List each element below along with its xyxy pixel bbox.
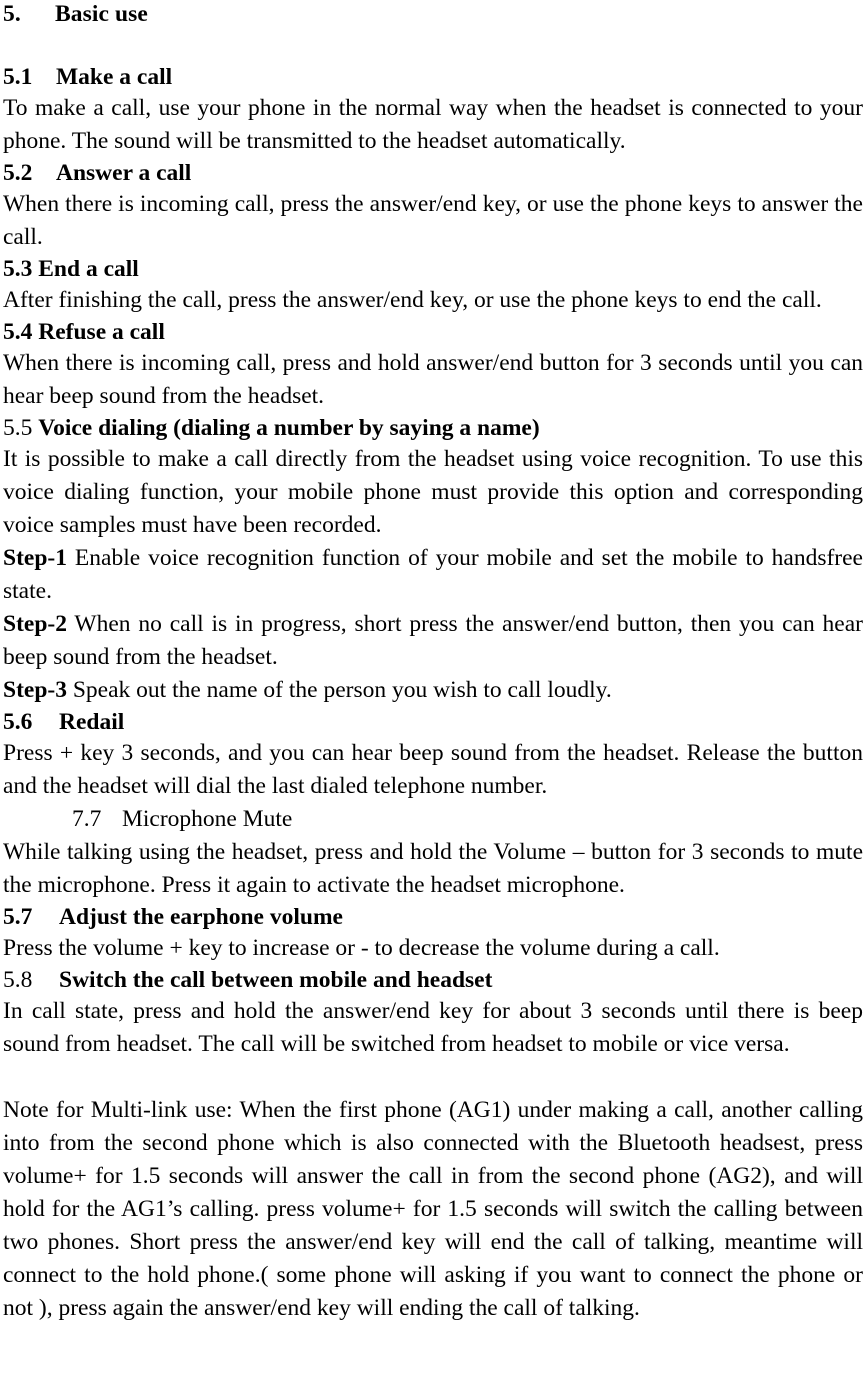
heading-5-6 <box>2 707 863 737</box>
heading-5-4-title: Refuse a call <box>38 319 165 345</box>
step-3-label: Step-3 <box>3 677 67 703</box>
heading-5-8-number: 5.8 <box>3 967 33 993</box>
heading-5-4-number: 5.4 <box>3 319 33 345</box>
paragraph-5-5: It is possible to make a call directly from the headset using voice recognition. To use this voice dialing function, your mobile phone must provide this option and corresponding voice samples must have been recorded. <box>3 446 863 538</box>
heading-5-1 <box>2 62 863 92</box>
paragraph-step-3 <box>2 674 863 707</box>
step-1-text: Enable voice recognition function of your mobile and set the mobile to handsfree state. <box>3 545 863 604</box>
section-heading <box>2 0 863 28</box>
heading-5-8-title: Switch the call between mobile and headset <box>59 967 493 993</box>
heading-5-7 <box>2 902 863 932</box>
heading-5-1-number: 5.1 <box>3 64 33 90</box>
spacer <box>2 28 863 62</box>
paragraph-5-6: Press + key 3 seconds, and you can hear beep sound from the headset. Release the button and the headset will dial the last dialed telephone number. <box>3 740 863 799</box>
heading-7-7-number: 7.7 <box>72 806 102 832</box>
paragraph-step-2 <box>2 608 863 674</box>
heading-5-2 <box>2 158 863 188</box>
heading-5-5 <box>2 413 863 443</box>
paragraph-5-1: To make a call, use your phone in the normal way when the headset is connected to your phone. The sound will be transmitted to the headset automatically. <box>3 95 863 154</box>
heading-5-7-number: 5.7 <box>3 904 33 930</box>
paragraph-note-multilink: Note for Multi-link use: When the first phone (AG1) under making a call, another calling into from the second phone which is also connected with the Bluetooth headsest, press volume+ for 1.5 seconds will answer the call in from the second phone (AG2), and will hold for the AG1’s calling. press volume+ for 1.5 seconds will switch the calling between two phones. Short press the answer/end key will end the call of talking, meantime will connect to the hold phone.( some phone will asking if you want to connect the phone or not ), press again the answer/end key will ending the call of talking. <box>3 1097 863 1321</box>
section-heading-title: Basic use <box>55 1 148 27</box>
heading-5-5-title: Voice dialing (dialing a number by saying a name) <box>38 415 540 441</box>
heading-7-7 <box>2 803 863 836</box>
heading-5-2-number: 5.2 <box>3 160 33 186</box>
paragraph-5-7: Press the volume + key to increase or - to decrease the volume during a call. <box>3 935 720 961</box>
heading-5-3-number: 5.3 <box>3 256 33 282</box>
paragraph-step-1 <box>2 542 863 608</box>
step-3-text: Speak out the name of the person you wish to call loudly. <box>66 677 612 703</box>
paragraph-5-8: In call state, press and hold the answer/end key for about 3 seconds until there is beep sound from headset. The call will be switched from headset to mobile or vice versa. <box>3 998 863 1057</box>
heading-5-1-title: Make a call <box>56 64 173 90</box>
section-number: 5. <box>3 1 21 27</box>
spacer <box>2 1061 863 1094</box>
heading-5-2-title: Answer a call <box>56 160 192 186</box>
step-1-label: Step-1 <box>3 545 67 571</box>
heading-5-8 <box>2 965 863 995</box>
heading-5-5-number: 5.5 <box>3 415 33 441</box>
paragraph-5-4: When there is incoming call, press and hold answer/end button for 3 seconds until you can hear beep sound from the headset. <box>3 350 863 409</box>
step-2-label: Step-2 <box>3 611 67 637</box>
heading-5-7-title: Adjust the earphone volume <box>59 904 343 930</box>
heading-5-3 <box>2 254 863 284</box>
heading-5-6-number: 5.6 <box>3 709 33 735</box>
paragraph-5-2: When there is incoming call, press the answer/end key, or use the phone keys to answer the call. <box>3 191 863 250</box>
paragraph-5-3: After finishing the call, press the answer/end key, or use the phone keys to end the call. <box>3 287 822 313</box>
heading-5-4 <box>2 317 863 347</box>
paragraph-7-7: While talking using the headset, press and hold the Volume – button for 3 seconds to mute the microphone. Press it again to activate the headset microphone. <box>3 839 863 898</box>
step-2-text: When no call is in progress, short press the answer/end button, then you can hear beep sound from the headset. <box>3 611 863 670</box>
heading-7-7-title: Microphone Mute <box>122 806 293 832</box>
heading-5-3-title: End a call <box>38 256 139 282</box>
heading-5-6-title: Redail <box>59 709 125 735</box>
